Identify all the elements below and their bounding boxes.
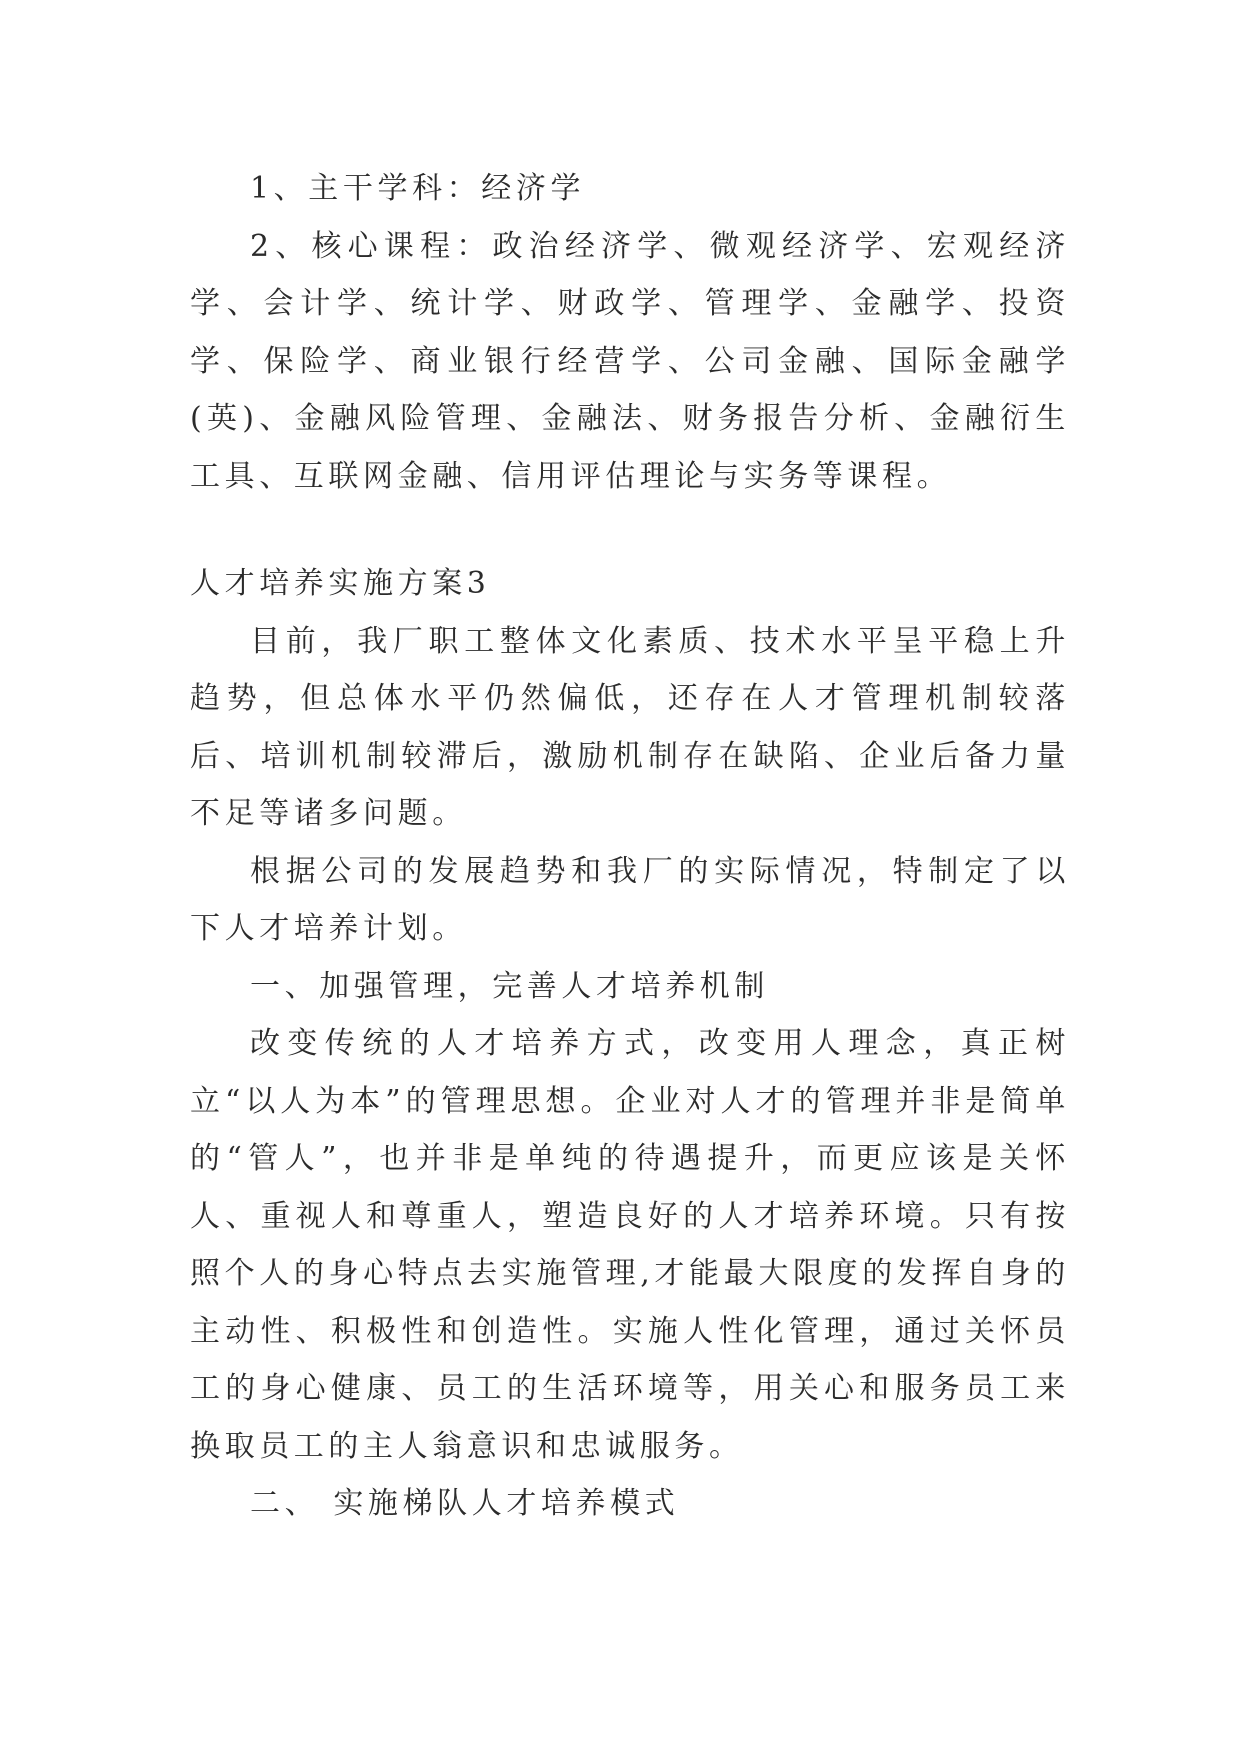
section-heading: 人才培养实施方案3 xyxy=(190,566,491,601)
paragraph-point-one-title: 一、加强管理，完善人才培养机制 xyxy=(250,968,769,1004)
paragraph-point-one-body: 改变传统的人才培养方式，改变用人理念，真正树立“以人为本”的管理思想。企业对人才的管理并非是简单的“管人”，也并非是单纯的待遇提升，而更应该是关怀人、重视人和尊重人，塑造良好的人才培养环境。只有按照个人的身心特点去实施管理,才能最大限度的发挥自身的主动性、积极性和创造性。实施人性化管理，通过关怀员工的身心健康、员工的生活环境等，用关心和服务员工来换取员工的主人翁意识和忠诚服务。 xyxy=(190,1026,1070,1464)
paragraph-plan-intro: 根据公司的发展趋势和我厂的实际情况，特制定了以下人才培养计划。 xyxy=(190,853,1070,946)
paragraph-current-status: 目前，我厂职工整体文化素质、技术水平呈平稳上升趋势，但总体水平仍然偏低，还存在人才管理机制较落后、培训机制较滞后，激励机制存在缺陷、企业后备力量不足等诸多问题。 xyxy=(190,623,1070,831)
paragraph-point-two-title: 二、 实施梯队人才培养模式 xyxy=(250,1486,680,1521)
paragraph-core-courses: 2、核心课程：政治经济学、微观经济学、宏观经济学、会计学、统计学、财政学、管理学、金融学、投资学、保险学、商业银行经营学、公司金融、国际金融学(英)、金融风险管理、金融法、财务报告分析、金融衍生工具、互联网金融、信用评估理论与实务等课程。 xyxy=(190,228,1070,494)
document-body xyxy=(190,160,1070,1533)
paragraph-main-subject: 1、主干学科：经济学 xyxy=(250,171,586,206)
